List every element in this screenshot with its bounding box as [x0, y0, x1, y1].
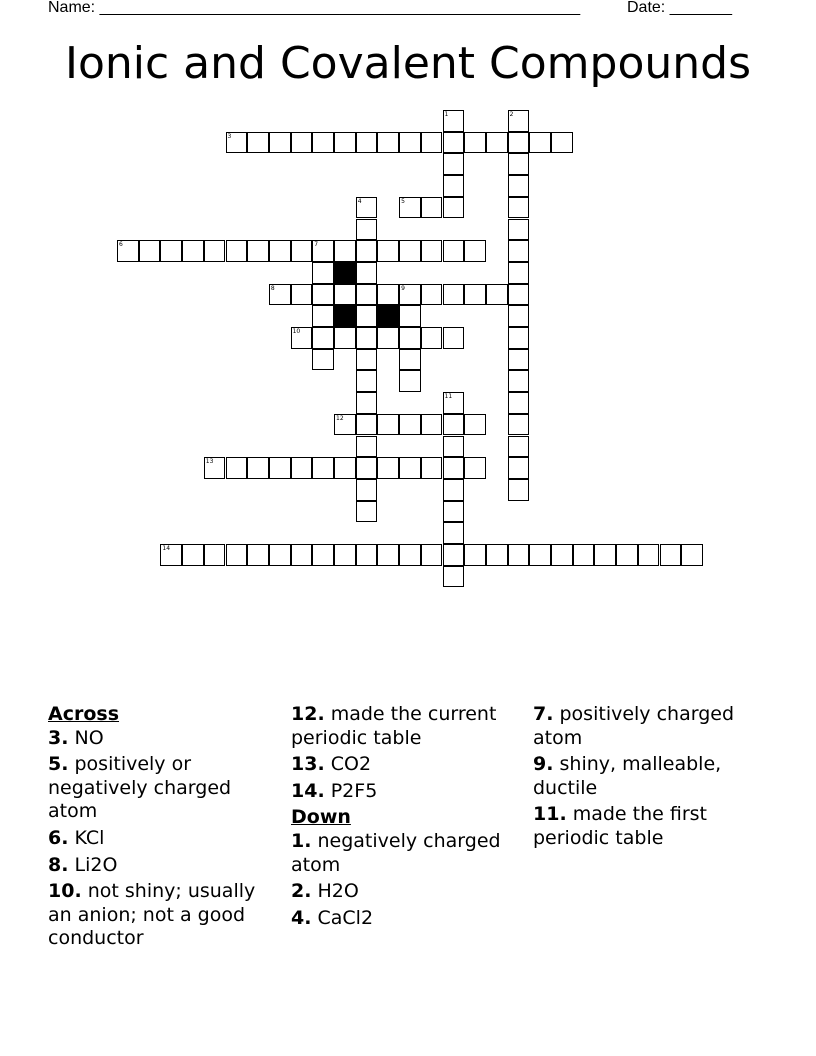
- cell-number: 6: [119, 241, 123, 249]
- clue-text: H2O: [317, 880, 359, 903]
- crossword-cell[interactable]: [377, 457, 399, 479]
- crossword-cell[interactable]: [226, 132, 248, 154]
- crossword-cell[interactable]: [508, 457, 530, 479]
- clue-down-1: [291, 830, 531, 877]
- crossword-cell[interactable]: [160, 544, 182, 566]
- crossword-cell[interactable]: [529, 544, 551, 566]
- crossword-cell[interactable]: [356, 414, 378, 436]
- crossword-cell[interactable]: [421, 544, 443, 566]
- clue-number: 4.: [291, 906, 312, 929]
- page-title: Ionic and Covalent Compounds: [65, 38, 751, 89]
- crossword-cell[interactable]: [356, 349, 378, 371]
- crossword-cell[interactable]: [551, 544, 573, 566]
- clue-number: 5.: [48, 753, 69, 776]
- crossword-cell[interactable]: [312, 327, 334, 349]
- crossword-cell[interactable]: [508, 240, 530, 262]
- crossword-cell[interactable]: [443, 544, 465, 566]
- clue-down-7: [533, 703, 763, 750]
- cell-number: 8: [270, 284, 275, 292]
- crossword-cell[interactable]: [486, 544, 508, 566]
- crossword-cell[interactable]: [312, 457, 334, 479]
- crossword-cell[interactable]: [508, 219, 530, 241]
- crossword-cell[interactable]: [312, 544, 334, 566]
- crossword-cell[interactable]: [464, 457, 486, 479]
- cell-number: 2: [509, 111, 514, 118]
- crossword-cell[interactable]: [421, 327, 443, 349]
- crossword-cell[interactable]: [551, 132, 573, 154]
- crossword-cell[interactable]: [508, 327, 530, 349]
- clue-number: 9.: [533, 753, 554, 776]
- crossword-cell[interactable]: [356, 544, 378, 566]
- clue-down-2: [291, 880, 531, 904]
- crossword-cell[interactable]: [377, 414, 399, 436]
- date-field-label: Date: _______: [627, 0, 732, 16]
- crossword-cell[interactable]: [399, 240, 421, 262]
- clue-number: 10.: [48, 880, 82, 903]
- clue-number: 14.: [291, 779, 325, 802]
- crossword-cell[interactable]: [486, 284, 508, 306]
- crossword-black-cell: [334, 262, 356, 284]
- crossword-cell[interactable]: [356, 284, 378, 306]
- crossword-cell[interactable]: [356, 457, 378, 479]
- crossword-cell[interactable]: [508, 110, 530, 132]
- crossword-cell[interactable]: [247, 132, 269, 154]
- clue-text: KCl: [74, 826, 105, 849]
- crossword-cell[interactable]: [291, 240, 313, 262]
- crossword-cell[interactable]: [399, 544, 421, 566]
- crossword-cell[interactable]: [508, 305, 530, 327]
- crossword-cell[interactable]: [464, 240, 486, 262]
- crossword-cell[interactable]: [443, 175, 465, 197]
- clue-down-9: [533, 753, 763, 800]
- crossword-cell[interactable]: [312, 305, 334, 327]
- clue-number: 11.: [533, 803, 567, 826]
- cell-number: 14: [162, 545, 171, 552]
- crossword-cell[interactable]: [356, 501, 378, 523]
- clue-number: 6.: [48, 826, 69, 849]
- crossword-cell[interactable]: [464, 414, 486, 436]
- clue-number: 2.: [291, 880, 312, 903]
- crossword-cell[interactable]: [421, 414, 443, 436]
- clues-column-1: [48, 703, 283, 954]
- cell-number: 13: [205, 458, 214, 466]
- crossword-cell[interactable]: [269, 284, 291, 306]
- crossword-cell[interactable]: [399, 457, 421, 479]
- clue-across-6: [48, 827, 283, 851]
- cell-number: 5: [401, 197, 405, 205]
- crossword-black-cell: [377, 305, 399, 327]
- crossword-cell[interactable]: [443, 197, 465, 219]
- crossword-cell[interactable]: [681, 544, 703, 566]
- crossword-cell[interactable]: [291, 544, 313, 566]
- crossword-cell[interactable]: [529, 132, 551, 154]
- crossword-cell[interactable]: [508, 414, 530, 436]
- crossword-cell[interactable]: [421, 240, 443, 262]
- cell-number: 12: [336, 414, 344, 422]
- crossword-cell[interactable]: [356, 240, 378, 262]
- cell-number: 1: [444, 111, 449, 118]
- crossword-cell[interactable]: [334, 284, 356, 306]
- crossword-cell[interactable]: [160, 240, 182, 262]
- clue-number: 1.: [291, 829, 312, 852]
- crossword-cell[interactable]: [204, 240, 226, 262]
- clue-number: 13.: [291, 753, 325, 776]
- crossword-cell[interactable]: [486, 132, 508, 154]
- clue-number: 8.: [48, 853, 69, 876]
- clue-text: NO: [74, 726, 104, 749]
- clue-text: P2F5: [330, 779, 378, 802]
- crossword-cell[interactable]: [508, 479, 530, 501]
- crossword-cell[interactable]: [356, 132, 378, 154]
- crossword-cell[interactable]: [312, 240, 334, 262]
- crossword-cell[interactable]: [443, 392, 465, 414]
- crossword-cell[interactable]: [139, 240, 161, 262]
- crossword-cell[interactable]: [443, 457, 465, 479]
- crossword-cell[interactable]: [508, 370, 530, 392]
- crossword-cell[interactable]: [399, 305, 421, 327]
- crossword-cell[interactable]: [399, 414, 421, 436]
- clues-column-3: [533, 703, 763, 854]
- crossword-cell[interactable]: [508, 175, 530, 197]
- crossword-cell[interactable]: [443, 436, 465, 458]
- crossword-cell[interactable]: [508, 197, 530, 219]
- clue-across-13: [291, 753, 531, 777]
- clue-number: 7.: [533, 703, 554, 725]
- crossword-cell[interactable]: [356, 327, 378, 349]
- clue-across-8: [48, 854, 283, 878]
- clue-across-12: [291, 703, 531, 750]
- crossword-cell[interactable]: [421, 284, 443, 306]
- crossword-cell[interactable]: [291, 327, 313, 349]
- crossword-cell[interactable]: [247, 457, 269, 479]
- crossword-cell[interactable]: [399, 370, 421, 392]
- crossword-cell[interactable]: [399, 327, 421, 349]
- crossword-cell[interactable]: [399, 349, 421, 371]
- crossword-cell[interactable]: [182, 240, 204, 262]
- crossword-cell[interactable]: [508, 153, 530, 175]
- crossword-cell[interactable]: [443, 110, 465, 132]
- crossword-cell[interactable]: [182, 544, 204, 566]
- crossword-cell[interactable]: [291, 132, 313, 154]
- crossword-cell[interactable]: [464, 544, 486, 566]
- crossword-cell[interactable]: [312, 349, 334, 371]
- clue-text: negatively charged atom: [291, 829, 501, 876]
- crossword-cell[interactable]: [377, 284, 399, 306]
- crossword-cell[interactable]: [443, 153, 465, 175]
- crossword-cell[interactable]: [443, 327, 465, 349]
- crossword-cell[interactable]: [269, 240, 291, 262]
- crossword-cell[interactable]: [443, 132, 465, 154]
- crossword-cell[interactable]: [226, 240, 248, 262]
- crossword-cell[interactable]: [226, 457, 248, 479]
- crossword-cell[interactable]: [356, 392, 378, 414]
- cell-number: 11: [444, 393, 453, 401]
- clue-text: made the first periodic table: [533, 803, 708, 849]
- clue-text: positively or negatively charged atom: [48, 753, 232, 823]
- crossword-cell[interactable]: [334, 457, 356, 479]
- clue-text: made the current periodic table: [291, 703, 497, 749]
- crossword-cell[interactable]: [247, 240, 269, 262]
- crossword-cell[interactable]: [204, 544, 226, 566]
- crossword-cell[interactable]: [312, 262, 334, 284]
- crossword-cell[interactable]: [464, 132, 486, 154]
- crossword-cell[interactable]: [573, 544, 595, 566]
- crossword-cell[interactable]: [443, 501, 465, 523]
- cell-number: 7: [314, 241, 319, 249]
- clue-number: 12.: [291, 703, 325, 725]
- crossword-cell[interactable]: [269, 457, 291, 479]
- name-field-label: Name: ______________________________________________________: [48, 0, 581, 16]
- crossword-cell[interactable]: [356, 370, 378, 392]
- crossword-cell[interactable]: [508, 284, 530, 306]
- crossword-cell[interactable]: [269, 132, 291, 154]
- crossword-cell[interactable]: [312, 284, 334, 306]
- crossword-cell[interactable]: [356, 479, 378, 501]
- crossword-cell[interactable]: [247, 544, 269, 566]
- cell-number: 3: [227, 132, 232, 140]
- clues-column-2: [291, 703, 531, 933]
- crossword-cell[interactable]: [464, 284, 486, 306]
- clue-text: positively charged atom: [533, 703, 735, 749]
- crossword-cell[interactable]: [443, 240, 465, 262]
- crossword-cell[interactable]: [508, 392, 530, 414]
- clue-across-5: [48, 753, 283, 824]
- crossword-cell[interactable]: [443, 479, 465, 501]
- crossword-cell[interactable]: [334, 132, 356, 154]
- crossword-cell[interactable]: [291, 457, 313, 479]
- crossword-cell[interactable]: [443, 566, 465, 588]
- crossword-cell[interactable]: [638, 544, 660, 566]
- crossword-cell[interactable]: [117, 240, 139, 262]
- clue-text: CO2: [330, 753, 372, 776]
- crossword-cell[interactable]: [421, 197, 443, 219]
- clue-number: 3.: [48, 726, 69, 749]
- crossword-cell[interactable]: [334, 544, 356, 566]
- crossword-cell[interactable]: [594, 544, 616, 566]
- crossword-cell[interactable]: [377, 327, 399, 349]
- clue-down-4: [291, 907, 531, 931]
- clue-across-14: [291, 780, 531, 804]
- crossword-cell[interactable]: [312, 132, 334, 154]
- crossword-cell[interactable]: [508, 349, 530, 371]
- crossword-cell[interactable]: [291, 284, 313, 306]
- crossword-cell[interactable]: [377, 132, 399, 154]
- cell-number: 9: [401, 284, 405, 292]
- crossword-cell[interactable]: [356, 436, 378, 458]
- crossword-cell[interactable]: [356, 197, 378, 219]
- crossword-cell[interactable]: [508, 262, 530, 284]
- crossword-cell[interactable]: [508, 436, 530, 458]
- crossword-cell[interactable]: [616, 544, 638, 566]
- cell-number: 10: [292, 328, 301, 335]
- crossword-cell[interactable]: [421, 132, 443, 154]
- crossword-cell[interactable]: [356, 262, 378, 284]
- crossword-cell[interactable]: [377, 240, 399, 262]
- crossword-cell[interactable]: [443, 284, 465, 306]
- clue-down-11: [533, 803, 763, 850]
- crossword-cell[interactable]: [443, 414, 465, 436]
- clue-across-3: [48, 727, 283, 751]
- crossword-cell[interactable]: [204, 457, 226, 479]
- crossword-cell[interactable]: [508, 544, 530, 566]
- clue-text: not shiny; usually an anion; not a good conductor: [48, 880, 256, 950]
- across-heading: Across: [48, 703, 120, 725]
- crossword-cell[interactable]: [508, 132, 530, 154]
- crossword-cell[interactable]: [334, 240, 356, 262]
- crossword-black-cell: [334, 305, 356, 327]
- clue-text: CaCl2: [317, 906, 374, 929]
- crossword-cell[interactable]: [226, 544, 248, 566]
- crossword-cell[interactable]: [334, 327, 356, 349]
- crossword-cell[interactable]: [356, 305, 378, 327]
- crossword-cell[interactable]: [660, 544, 682, 566]
- crossword-cell[interactable]: [269, 544, 291, 566]
- down-heading: Down: [291, 806, 351, 829]
- crossword-cell[interactable]: [334, 414, 356, 436]
- crossword-cell[interactable]: [356, 219, 378, 241]
- crossword-cell[interactable]: [443, 522, 465, 544]
- clue-text: shiny, malleable, ductile: [533, 753, 722, 799]
- crossword-cell[interactable]: [399, 197, 421, 219]
- cell-number: 4: [357, 197, 362, 205]
- crossword-cell[interactable]: [377, 544, 399, 566]
- crossword-cell[interactable]: [421, 457, 443, 479]
- crossword-cell[interactable]: [399, 132, 421, 154]
- crossword-cell[interactable]: [399, 284, 421, 306]
- clue-text: Li2O: [74, 853, 118, 876]
- clue-across-10: [48, 880, 283, 951]
